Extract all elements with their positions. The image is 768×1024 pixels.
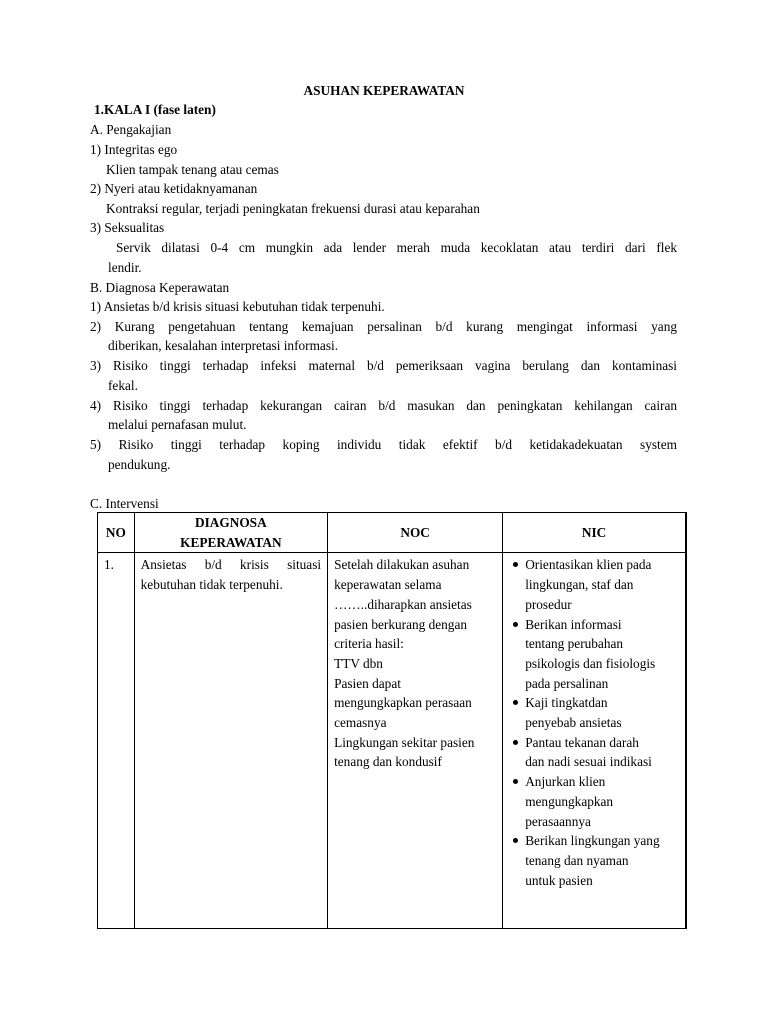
pengkajian-heading: A. Pengakajian: [90, 122, 172, 137]
nic-item: [525, 831, 679, 890]
noc-line: keperawatan selama: [334, 577, 442, 593]
cell-no: [98, 553, 135, 929]
diagnosa-heading: B. Diagnosa Keperawatan: [90, 280, 230, 295]
diagnosa-item-cont: pendukung.: [108, 457, 171, 472]
diagnosa-text-line: kebutuhan tidak terpenuhi.: [140, 577, 283, 593]
header-diagnosa: [134, 513, 327, 553]
diagnosa-item: 5) Risiko tinggi terhadap koping individu tidak efektif b/d ketidakadekuatan system: [90, 437, 677, 452]
section-kala: 1.KALA I (fase laten): [94, 102, 216, 117]
cell-nic: [503, 553, 686, 929]
pengkajian-item-label: 1) Integritas ego: [90, 142, 178, 157]
pengkajian-item-label: 2) Nyeri atau ketidaknyamanan: [90, 181, 258, 196]
nic-item-line: dan nadi sesuai indikasi: [525, 754, 652, 770]
nic-list: [507, 555, 679, 890]
noc-line: ……..diharapkan ansietas: [334, 596, 472, 612]
noc-list: [328, 553, 502, 772]
diagnosa-item: 1) Ansietas b/d krisis situasi kebutuhan tidak terpenuhi.: [90, 299, 385, 314]
pengkajian-item-detail: lendir.: [108, 260, 142, 275]
table-header-row: [98, 513, 687, 553]
nic-item-line: lingkungan, staf dan: [525, 577, 634, 593]
pengkajian-item-label: 3) Seksualitas: [90, 220, 165, 235]
diagnosa-item-cont: fekal.: [108, 378, 138, 393]
header-diagnosa-line: DIAGNOSA: [195, 515, 267, 530]
nic-item: [525, 772, 679, 831]
nic-item-line: Pantau tekanan darah: [525, 734, 639, 750]
nic-item-line: penyebab ansietas: [525, 715, 622, 731]
cell-diagnosa: [134, 553, 327, 929]
noc-line: TTV dbn: [334, 655, 383, 671]
noc-line: Lingkungan sekitar pasien: [334, 734, 475, 750]
nic-item-line: Berikan lingkungan yang: [525, 833, 660, 849]
diagnosa-item-cont: diberikan, kesalahan interpretasi informasi.: [108, 338, 339, 353]
table-row: [98, 553, 687, 929]
pengkajian-item-detail: Kontraksi regular, terjadi peningkatan frekuensi durasi atau keparahan: [106, 201, 480, 216]
nic-item: [525, 555, 679, 614]
nic-item-line: Anjurkan klien: [525, 774, 606, 790]
cell-noc: [328, 553, 503, 929]
nic-item-line: Berikan informasi: [525, 616, 622, 632]
nic-item: [525, 733, 679, 772]
noc-line: Pasien dapat: [334, 675, 401, 691]
nic-item-line: psikologis dan fisiologis: [525, 655, 656, 671]
row-number: 1.: [104, 557, 114, 573]
intervensi-table: [97, 512, 687, 929]
diagnosa-item: 3) Risiko tinggi terhadap infeksi maternal b/d pemeriksaan vagina berulang dan kontaminasi: [90, 358, 677, 373]
noc-line: mengungkapkan perasaan: [334, 695, 472, 711]
diagnosa-item-cont: melalui pernafasan mulut.: [108, 417, 247, 432]
nic-item-line: pada persalinan: [525, 675, 609, 691]
diagnosa-text-line: Ansietas b/d krisis situasi: [140, 557, 322, 573]
intervensi-heading: C. Intervensi: [90, 496, 159, 511]
nic-item-line: Kaji tingkatdan: [525, 695, 608, 711]
nic-item-line: prosedur: [525, 596, 572, 612]
noc-line: pasien berkurang dengan: [334, 616, 467, 632]
noc-line: Setelah dilakukan asuhan: [334, 557, 470, 573]
pengkajian-item-detail: Klien tampak tenang atau cemas: [106, 162, 279, 177]
nic-item-line: tenang dan nyaman: [525, 852, 629, 868]
noc-line: tenang dan kondusif: [334, 754, 442, 770]
header-diagnosa-line: KEPERAWATAN: [180, 534, 282, 550]
diagnosa-item: 4) Risiko tinggi terhadap kekurangan cairan b/d masukan dan peningkatan kehilangan cairan: [90, 398, 677, 413]
header-no: NO: [98, 513, 135, 553]
nic-item: [525, 615, 679, 694]
nic-item-line: mengungkapkan: [525, 793, 614, 809]
noc-line: criteria hasil:: [334, 636, 404, 652]
nic-item-line: Orientasikan klien pada: [525, 557, 652, 573]
nic-item-line: tentang perubahan: [525, 636, 624, 652]
nic-item-line: perasaannya: [525, 813, 591, 829]
nic-item-line: untuk pasien: [525, 872, 593, 888]
noc-line: cemasnya: [334, 715, 387, 731]
nic-item: [525, 693, 679, 732]
page-title: ASUHAN KEPERAWATAN: [303, 83, 465, 98]
pengkajian-item-detail: Servik dilatasi 0-4 cm mungkin ada lender merah muda kecoklatan atau terdiri dari flek: [116, 240, 677, 255]
header-noc: NOC: [328, 513, 503, 553]
header-nic: NIC: [503, 513, 686, 553]
diagnosa-item: 2) Kurang pengetahuan tentang kemajuan persalinan b/d kurang mengingat informasi yang: [90, 319, 677, 334]
